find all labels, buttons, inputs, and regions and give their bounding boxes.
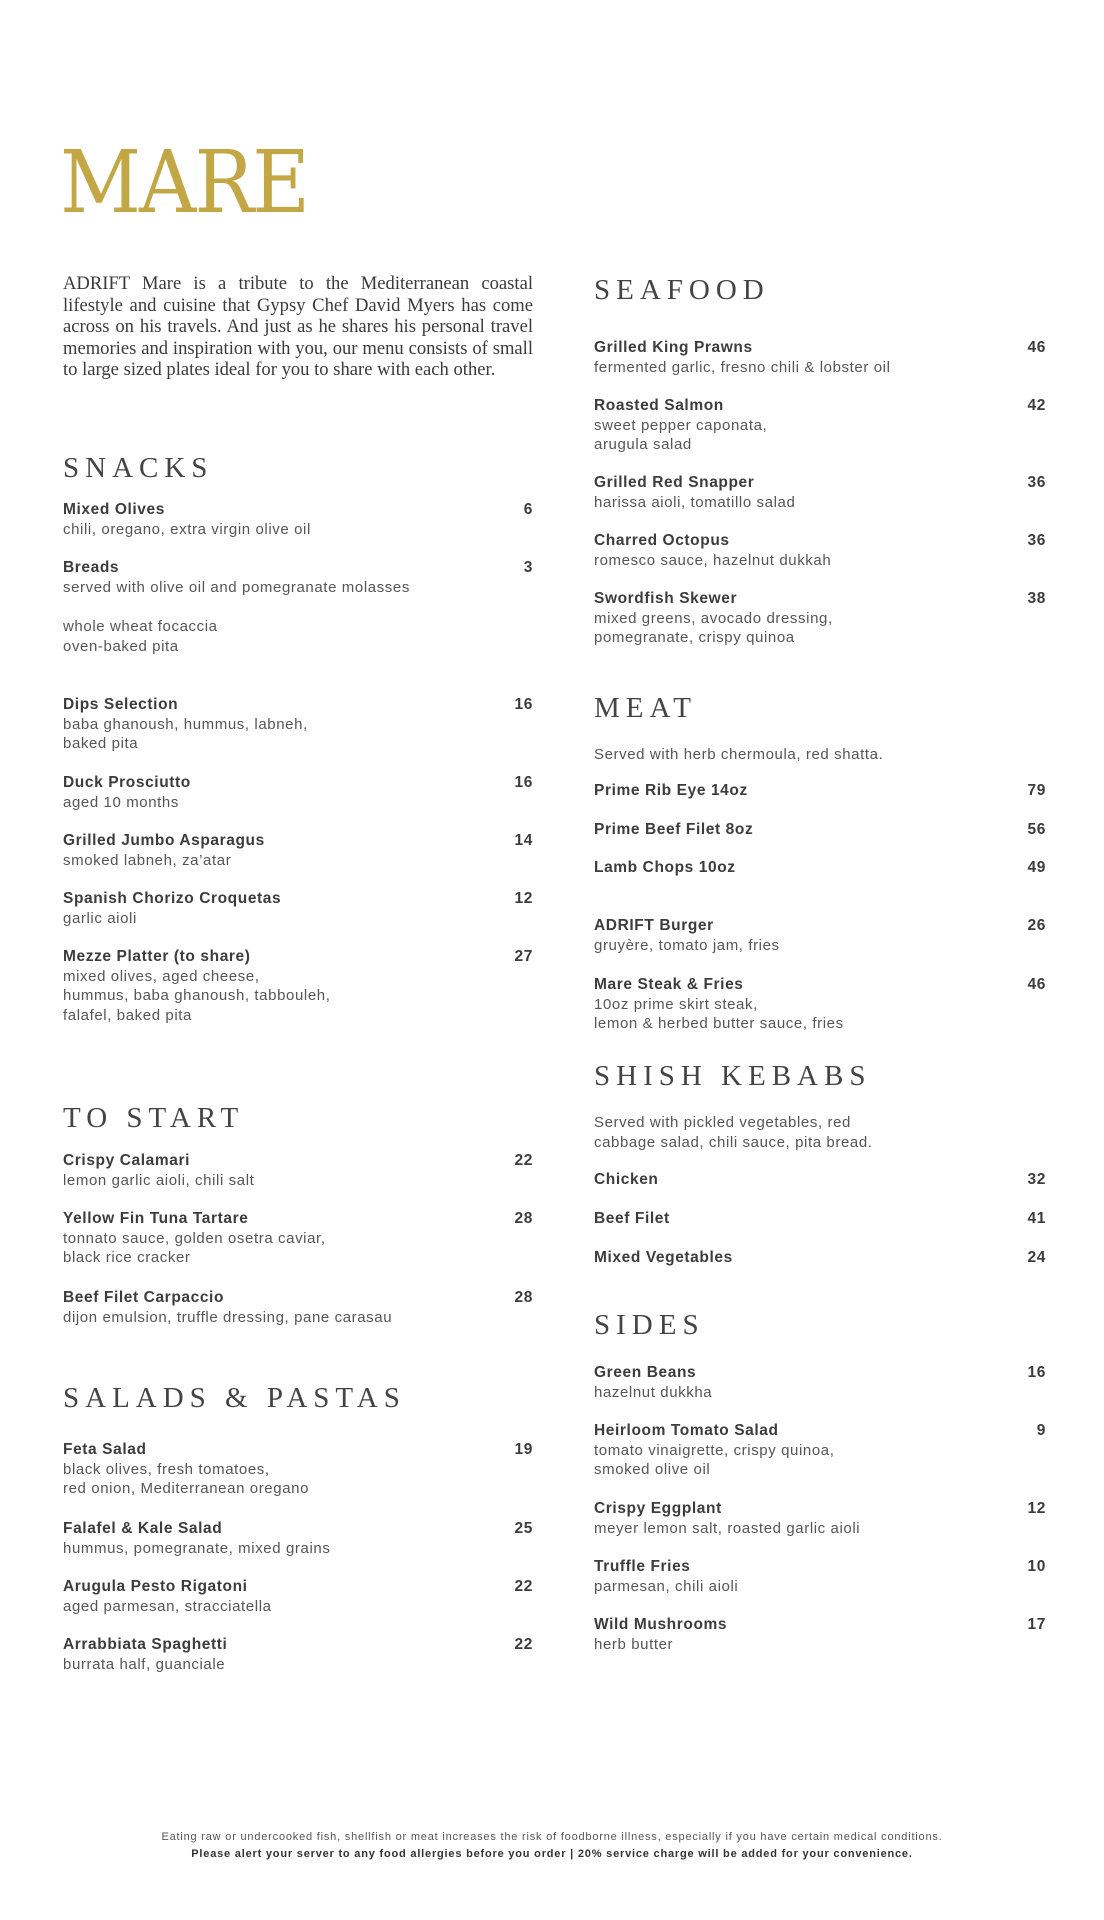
menu-item-price: 9	[1036, 1422, 1046, 1439]
menu-item-price: 25	[514, 1520, 533, 1537]
menu-item-description	[63, 1655, 533, 1675]
footer-line-1: Eating raw or undercooked fish, shellfish or meat increases the risk of foodborne illness, especially if you have certain medical conditions.	[161, 1831, 943, 1843]
menu-item	[594, 781, 1046, 801]
menu-item-description	[63, 1539, 533, 1559]
menu-item	[63, 1288, 533, 1327]
menu-item-name: Duck Prosciutto	[63, 774, 191, 791]
menu-item	[63, 500, 533, 539]
menu-item-name: Lamb Chops 10oz	[594, 859, 736, 876]
description-line: red onion, Mediterranean oregano	[63, 1480, 310, 1497]
section-snacks	[63, 454, 533, 483]
menu-item	[63, 1151, 533, 1190]
menu-item	[594, 531, 1046, 570]
menu-item-price: 79	[1027, 782, 1046, 799]
section-to-start	[63, 1104, 533, 1133]
menu-item-name: ADRIFT Burger	[594, 917, 714, 934]
menu-item-name: Truffle Fries	[594, 1558, 691, 1575]
menu-item-row	[63, 1519, 533, 1539]
menu-item-name: Arugula Pesto Rigatoni	[63, 1578, 248, 1595]
description-line: lemon & herbed butter sauce, fries	[594, 1015, 844, 1032]
menu-item-name: Grilled Red Snapper	[594, 474, 755, 491]
menu-item-row	[594, 473, 1046, 493]
description-line: dijon emulsion, truffle dressing, pane carasau	[63, 1308, 393, 1326]
menu-item-price: 12	[514, 890, 533, 907]
description-line: harissa aioli, tomatillo salad	[594, 493, 796, 511]
menu-item-row	[594, 820, 1046, 840]
menu-item-name: Mixed Vegetables	[594, 1249, 733, 1266]
menu-item	[63, 617, 533, 656]
menu-item-row	[63, 1151, 533, 1171]
menu-item-row	[63, 1440, 533, 1460]
menu-item-price: 28	[514, 1210, 533, 1227]
description-line: parmesan, chili aioli	[594, 1577, 739, 1595]
menu-item-name: Spanish Chorizo Croquetas	[63, 890, 282, 907]
menu-item-price: 10	[1027, 1558, 1046, 1575]
description-line: black olives, fresh tomatoes,	[63, 1460, 270, 1478]
menu-item-description	[594, 1441, 1046, 1480]
description-line: oven-baked pita	[63, 637, 179, 655]
menu-item-price: 27	[514, 948, 533, 965]
menu-item-description	[594, 358, 1046, 378]
menu-item-name: Mezze Platter (to share)	[63, 948, 251, 965]
menu-item-price: 6	[523, 501, 533, 518]
section-meat	[594, 694, 1046, 765]
description-line: lemon garlic aioli, chili salt	[63, 1171, 255, 1189]
menu-item-row	[594, 1363, 1046, 1383]
menu-item	[594, 1209, 1046, 1229]
menu-item-row	[594, 531, 1046, 551]
section-salads-pastas	[63, 1384, 533, 1413]
menu-item-name: Feta Salad	[63, 1441, 147, 1458]
menu-item-row	[63, 1288, 533, 1308]
menu-item-name: Mare Steak & Fries	[594, 976, 744, 993]
menu-item-row	[594, 1248, 1046, 1268]
menu-item-price: 16	[514, 774, 533, 791]
menu-item-row	[594, 975, 1046, 995]
menu-item-row	[63, 1209, 533, 1229]
menu-item-price: 22	[514, 1636, 533, 1653]
menu-item-name: Charred Octopus	[594, 532, 730, 549]
menu-item-name: Mixed Olives	[63, 501, 165, 518]
menu-item-name: Falafel & Kale Salad	[63, 1520, 223, 1537]
menu-item-description	[63, 617, 533, 656]
menu-item-price: 56	[1027, 821, 1046, 838]
description-line: hazelnut dukkha	[594, 1383, 713, 1401]
menu-item	[594, 1557, 1046, 1596]
menu-item	[63, 1519, 533, 1558]
menu-item-price: 16	[1027, 1364, 1046, 1381]
menu-item-row	[594, 589, 1046, 609]
description-line: herb butter	[594, 1635, 674, 1653]
section-title: MEAT	[594, 692, 697, 724]
menu-item-price: 36	[1027, 474, 1046, 491]
menu-item	[594, 589, 1046, 648]
menu-item-price: 24	[1027, 1249, 1046, 1266]
description-line: meyer lemon salt, roasted garlic aioli	[594, 1519, 861, 1537]
menu-item-description	[63, 1308, 533, 1328]
menu-item-price: 46	[1027, 976, 1046, 993]
section-title: SEAFOOD	[594, 274, 770, 306]
menu-item-price: 42	[1027, 397, 1046, 414]
menu-item-name: Beef Filet Carpaccio	[63, 1289, 225, 1306]
description-line: 10oz prime skirt steak,	[594, 995, 758, 1013]
menu-item-description	[63, 909, 533, 929]
menu-item-description	[63, 520, 533, 540]
menu-item-description	[594, 1635, 1046, 1655]
menu-item-row	[63, 773, 533, 793]
menu-item-price: 16	[514, 696, 533, 713]
description-line: hummus, baba ghanoush, tabbouleh,	[63, 987, 331, 1004]
menu-item-name: Prime Rib Eye 14oz	[594, 782, 748, 799]
menu-item	[594, 1363, 1046, 1402]
menu-item	[594, 1170, 1046, 1190]
menu-item	[63, 695, 533, 754]
menu-item	[63, 1635, 533, 1674]
menu-item-name: Roasted Salmon	[594, 397, 724, 414]
menu-item-row	[594, 1421, 1046, 1441]
menu-item-name: Grilled Jumbo Asparagus	[63, 832, 265, 849]
menu-item-name: Crispy Calamari	[63, 1152, 191, 1169]
menu-item-row	[594, 781, 1046, 801]
menu-item-row	[63, 947, 533, 967]
menu-item-description	[63, 967, 533, 1026]
menu-item-description	[63, 578, 533, 598]
menu-item-name: Prime Beef Filet 8oz	[594, 821, 754, 838]
menu-item	[594, 916, 1046, 955]
menu-item	[594, 396, 1046, 455]
menu-item-price: 3	[523, 559, 533, 576]
section-sides	[594, 1311, 1046, 1340]
menu-item-price: 14	[514, 832, 533, 849]
description-line: smoked labneh, za’atar	[63, 851, 232, 869]
description-line: hummus, pomegranate, mixed grains	[63, 1539, 331, 1557]
menu-item-name: Breads	[63, 559, 120, 576]
menu-item-price: 12	[1027, 1500, 1046, 1517]
menu-item-price: 36	[1027, 532, 1046, 549]
menu-item-name: Chicken	[594, 1171, 659, 1188]
description-line: garlic aioli	[63, 909, 137, 927]
menu-item-price: 17	[1027, 1616, 1046, 1633]
menu-item	[63, 1577, 533, 1616]
menu-item-description	[63, 1229, 533, 1268]
menu-item-description	[594, 995, 1046, 1034]
menu-item-row	[594, 1557, 1046, 1577]
description-line: aged 10 months	[63, 793, 179, 811]
section-title: SALADS & PASTAS	[63, 1382, 406, 1414]
menu-item	[594, 975, 1046, 1034]
menu-item-name: Heirloom Tomato Salad	[594, 1422, 779, 1439]
section-shish-kebabs	[594, 1062, 1046, 1152]
menu-item	[63, 947, 533, 1025]
menu-item-price: 41	[1027, 1210, 1046, 1227]
menu-item-price: 49	[1027, 859, 1046, 876]
menu-item-row	[594, 396, 1046, 416]
description-line: burrata half, guanciale	[63, 1655, 226, 1673]
description-line: mixed olives, aged cheese,	[63, 967, 260, 985]
menu-item-price: 19	[514, 1441, 533, 1458]
menu-item-description	[594, 551, 1046, 571]
menu-item-row	[594, 858, 1046, 878]
menu-item-description	[594, 936, 1046, 956]
menu-item-row	[63, 695, 533, 715]
description-line: gruyère, tomato jam, fries	[594, 936, 780, 954]
menu-item-price: 22	[514, 1152, 533, 1169]
menu-item-name: Beef Filet	[594, 1210, 670, 1227]
meat-note: Served with herb chermoula, red shatta.	[594, 746, 884, 763]
menu-item	[594, 338, 1046, 377]
menu-item-description	[63, 851, 533, 871]
menu-item-row	[63, 500, 533, 520]
menu-item-row	[594, 1170, 1046, 1190]
menu-item-name: Dips Selection	[63, 696, 179, 713]
description-line: served with olive oil and pomegranate molasses	[63, 578, 410, 596]
menu-item	[594, 820, 1046, 840]
description-line: black rice cracker	[63, 1249, 191, 1266]
description-line: falafel, baked pita	[63, 1006, 192, 1024]
description-line: smoked olive oil	[594, 1461, 711, 1478]
section-title: TO START	[63, 1102, 245, 1134]
menu-item-row	[594, 338, 1046, 358]
menu-item-description	[594, 493, 1046, 513]
description-line: arugula salad	[594, 436, 692, 453]
menu-item-description	[63, 715, 533, 754]
menu-item-name: Grilled King Prawns	[594, 339, 753, 356]
menu-item	[63, 831, 533, 870]
menu-item-description	[63, 1171, 533, 1191]
menu-item-description	[63, 1460, 533, 1499]
kebabs-note: Served with pickled vegetables, red cabbage salad, chili sauce, pita bread.	[594, 1114, 873, 1151]
menu-item	[594, 473, 1046, 512]
section-title: SIDES	[594, 1309, 705, 1341]
menu-item-name: Yellow Fin Tuna Tartare	[63, 1210, 249, 1227]
menu-item	[63, 1440, 533, 1499]
intro-text: ADRIFT Mare is a tribute to the Mediterranean coastal lifestyle and cuisine that Gypsy Chef David Myers has come across on his travels. And just as he shares his personal travel memories and inspiration with you, our menu consists of small to large sized plates ideal for you to share with each other.	[63, 273, 533, 380]
description-line: tonnato sauce, golden osetra caviar,	[63, 1229, 326, 1247]
menu-item	[63, 1209, 533, 1268]
menu-item	[594, 1248, 1046, 1268]
menu-item-row	[63, 831, 533, 851]
menu-item-row	[594, 1615, 1046, 1635]
description-line: chili, oregano, extra virgin olive oil	[63, 520, 311, 538]
menu-item-row	[63, 558, 533, 578]
menu-item-description	[63, 793, 533, 813]
menu-item-row	[594, 916, 1046, 936]
menu-item	[594, 1421, 1046, 1480]
menu-item	[594, 1499, 1046, 1538]
menu-item-row	[63, 889, 533, 909]
description-line: tomato vinaigrette, crispy quinoa,	[594, 1441, 835, 1459]
description-line: baked pita	[63, 735, 139, 752]
description-line: fermented garlic, fresno chili & lobster oil	[594, 358, 891, 376]
menu-item	[594, 1615, 1046, 1654]
section-title: SHISH KEBABS	[594, 1060, 872, 1092]
menu-item-description	[594, 1383, 1046, 1403]
menu-item	[63, 558, 533, 597]
section-seafood	[594, 276, 1046, 305]
menu-item-row	[63, 1577, 533, 1597]
description-line: romesco sauce, hazelnut dukkah	[594, 551, 832, 569]
menu-item-name: Arrabbiata Spaghetti	[63, 1636, 228, 1653]
brand-logo: MARE	[60, 133, 309, 233]
description-line: aged parmesan, stracciatella	[63, 1597, 272, 1615]
menu-item-name: Swordfish Skewer	[594, 590, 738, 607]
description-line: whole wheat focaccia	[63, 618, 218, 635]
footer-line-2: Please alert your server to any food allergies before you order | 20% service charge will be added for your convenience.	[191, 1847, 913, 1860]
description-line: sweet pepper caponata,	[594, 416, 768, 434]
menu-item-description	[594, 1577, 1046, 1597]
menu-item-row	[594, 1499, 1046, 1519]
description-line: baba ghanoush, hummus, labneh,	[63, 715, 308, 733]
description-line: mixed greens, avocado dressing,	[594, 609, 833, 627]
menu-item	[63, 773, 533, 812]
menu-item-description	[63, 1597, 533, 1617]
menu-item-row	[63, 1635, 533, 1655]
menu-item-price: 28	[514, 1289, 533, 1306]
footer-disclaimer	[0, 1829, 1104, 1862]
menu-item-price: 38	[1027, 590, 1046, 607]
description-line: pomegranate, crispy quinoa	[594, 629, 795, 646]
menu-item-price: 46	[1027, 339, 1046, 356]
menu-item-description	[594, 416, 1046, 455]
menu-item-price: 26	[1027, 917, 1046, 934]
menu-item-price: 32	[1027, 1171, 1046, 1188]
menu-item-description	[594, 609, 1046, 648]
menu-item-name: Green Beans	[594, 1364, 697, 1381]
menu-item	[594, 858, 1046, 878]
menu-item-row	[594, 1209, 1046, 1229]
menu-item	[63, 889, 533, 928]
menu-item-name: Crispy Eggplant	[594, 1500, 722, 1517]
section-title: SNACKS	[63, 452, 214, 484]
menu-item-name: Wild Mushrooms	[594, 1616, 728, 1633]
menu-item-price: 22	[514, 1578, 533, 1595]
menu-item-description	[594, 1519, 1046, 1539]
